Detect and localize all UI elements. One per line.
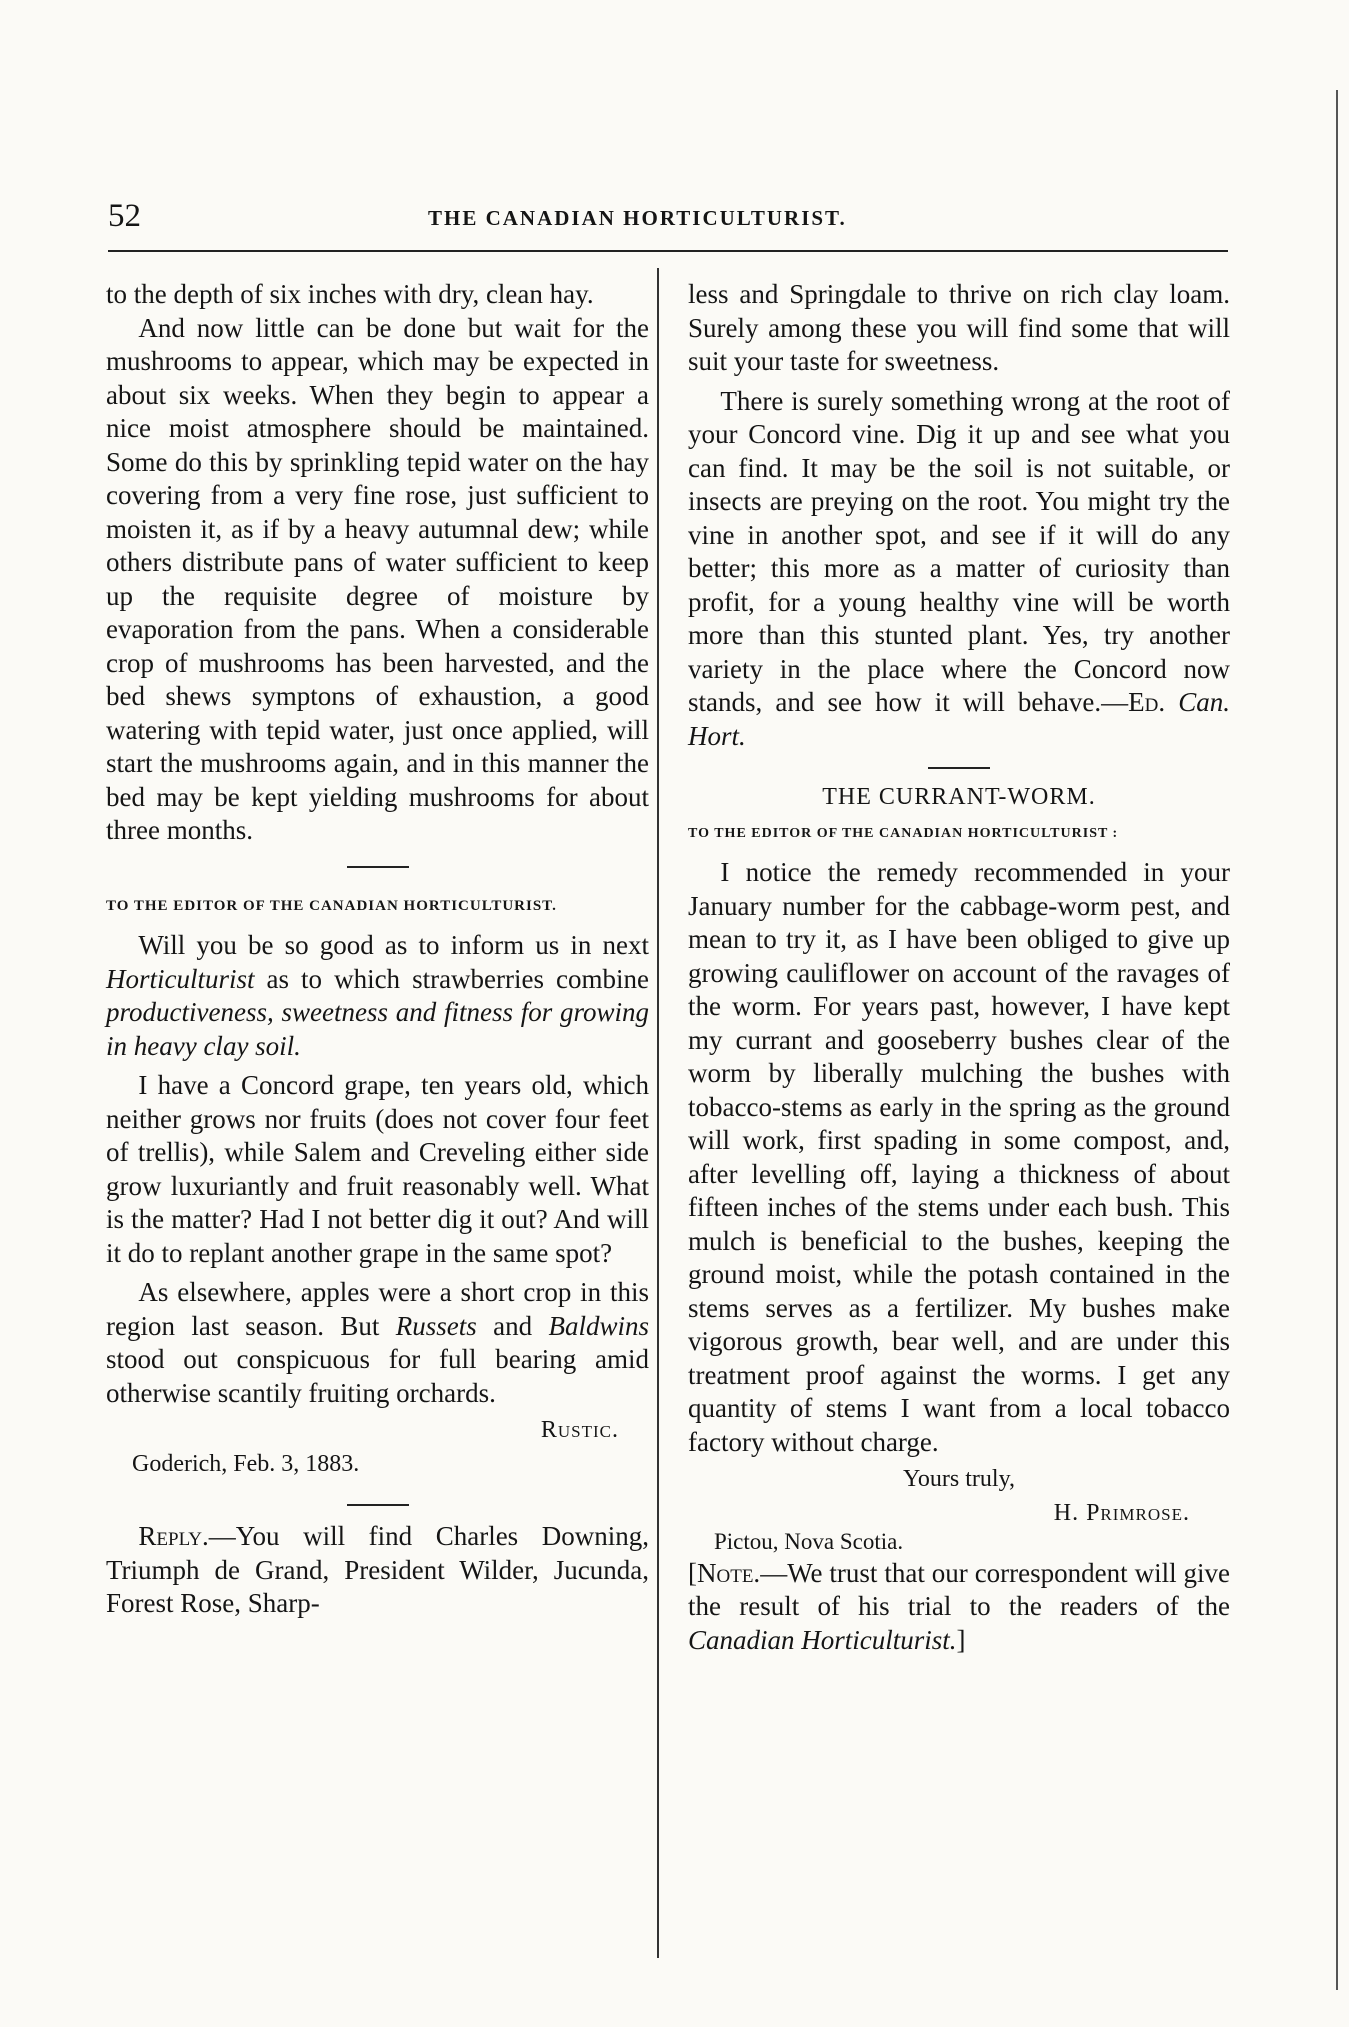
page-header [108,198,1238,238]
section-rule [347,866,409,868]
signature-place: Pictou, Nova Scotia. [714,1528,904,1554]
signature-name: Rustic. [540,1417,619,1443]
letter-closing: Yours truly, [902,1466,1016,1492]
page-edge-line [1336,90,1338,1990]
mushroom-paragraph-end: to the depth of six inches with dry, clean hay. [106,279,594,309]
currant-worm-paragraph: I notice the remedy recommended in your January number for the cabbage-worm pest, and mean to try it, as I have been obliged to give up growing cauliflower on account of the ravages of the worm. For years past, however, I have kept my currant and gooseberry bushes clear of the worm by liberally mulching the bushes with tobacco-stems as early in the spring as the ground will work, first spading in some compost, and, after levelling off, laying a thickness of about fifteen inches of the stems under each bush. This mulch is beneficial to the bushes, keeping the ground moist, while the potash contained in the stems serves as a fertilizer. My bushes make vigorous growth, bear well, and are under this treatment proof against the worms. I get any quantity of stems I want from a local tobacco factory without charge. [688,857,1230,1457]
signature-place-date: Goderich, Feb. 3, 1883. [132,1451,360,1477]
letter-paragraph-apples: As elsewhere, apples were a short crop in this region last season. But Russets and Baldwins stood out conspicuous for full bearing amid otherwise scantily fruiting orchards. [106,1277,649,1408]
column-divider [657,268,659,1958]
letter-salutation: TO THE EDITOR OF THE CANADIAN HORTICULTURIST. [106,897,557,914]
mushroom-paragraph: And now little can be done but wait for the mushrooms to appear, which may be expected in about six weeks. When they begin to appear a nice moist atmosphere should be maintained. Some do this by sprinkling tepid water on the hay covering from a very fine rose, just sufficient to moisten it, as if by a heavy autumnal dew; while others distribute pans of water sufficient to keep up the requisite degree of moisture by evaporation from the pans. When a considerable crop of mushrooms has been harvested, and the bed shews symptons of exhaustion, a good watering with tepid water, just once applied, will start the mushrooms again, and in this manner the bed may be kept yielding mushrooms for about three months. [106,312,649,845]
reply-rule [347,1504,409,1506]
header-rule [108,250,1228,252]
running-title: THE CANADIAN HORTICULTURIST. [428,206,847,230]
letter-signature [688,1497,1230,1557]
reply-paragraph-concord: There is surely something wrong at the root of your Concord vine. Dig it up and see what you can find. It may be the soil is not suitable, or insects are preying on the root. You might try the vine in another spot, and see if it will do any better; this more as a matter of curiosity than profit, for a young healthy vine will be worth more than this stunted plant. Yes, try another variety in the place where the Concord now stands, and see how it will behave.—Ed. Can. Hort. [688,385,1230,751]
reply-paragraph: Reply.—You will find Charles Downing, Triumph de Grand, President Wilder, Jucunda, Forest Rose, Sharp- [106,1521,649,1618]
letter-paragraph-strawberries: Will you be so good as to inform us in next Horticulturist as to which strawberries combine productiveness, sweetness and fitness for growing in heavy clay soil. [106,930,649,1061]
letter-signature [106,1410,649,1490]
left-column [106,278,649,1621]
article-title: THE CURRANT-WORM. [822,784,1096,810]
reply-paragraph-continued: less and Springdale to thrive on rich clay loam. Surely among these you will find some that will suit your taste for sweetness. [688,279,1230,376]
letter-paragraph-grape: I have a Concord grape, ten years old, which neither grows nor fruits (does not cover four feet of trellis), while Salem and Creveling either side grow luxuriantly and fruit reasonably well. What is the matter? Had I not better dig it out? And will it do to replant another grape in the same spot? [106,1070,649,1268]
right-column [688,278,1230,1657]
page-number: 52 [108,198,141,234]
signature-name: H. Primrose. [1053,1499,1190,1526]
editor-note: [Note.—We trust that our correspondent will give the result of his trial to the readers of the Canadian Horticulturist.] [688,1557,1230,1655]
letter-salutation: TO THE EDITOR OF THE CANADIAN HORTICULTURIST : [688,825,1119,841]
section-rule [928,767,990,769]
